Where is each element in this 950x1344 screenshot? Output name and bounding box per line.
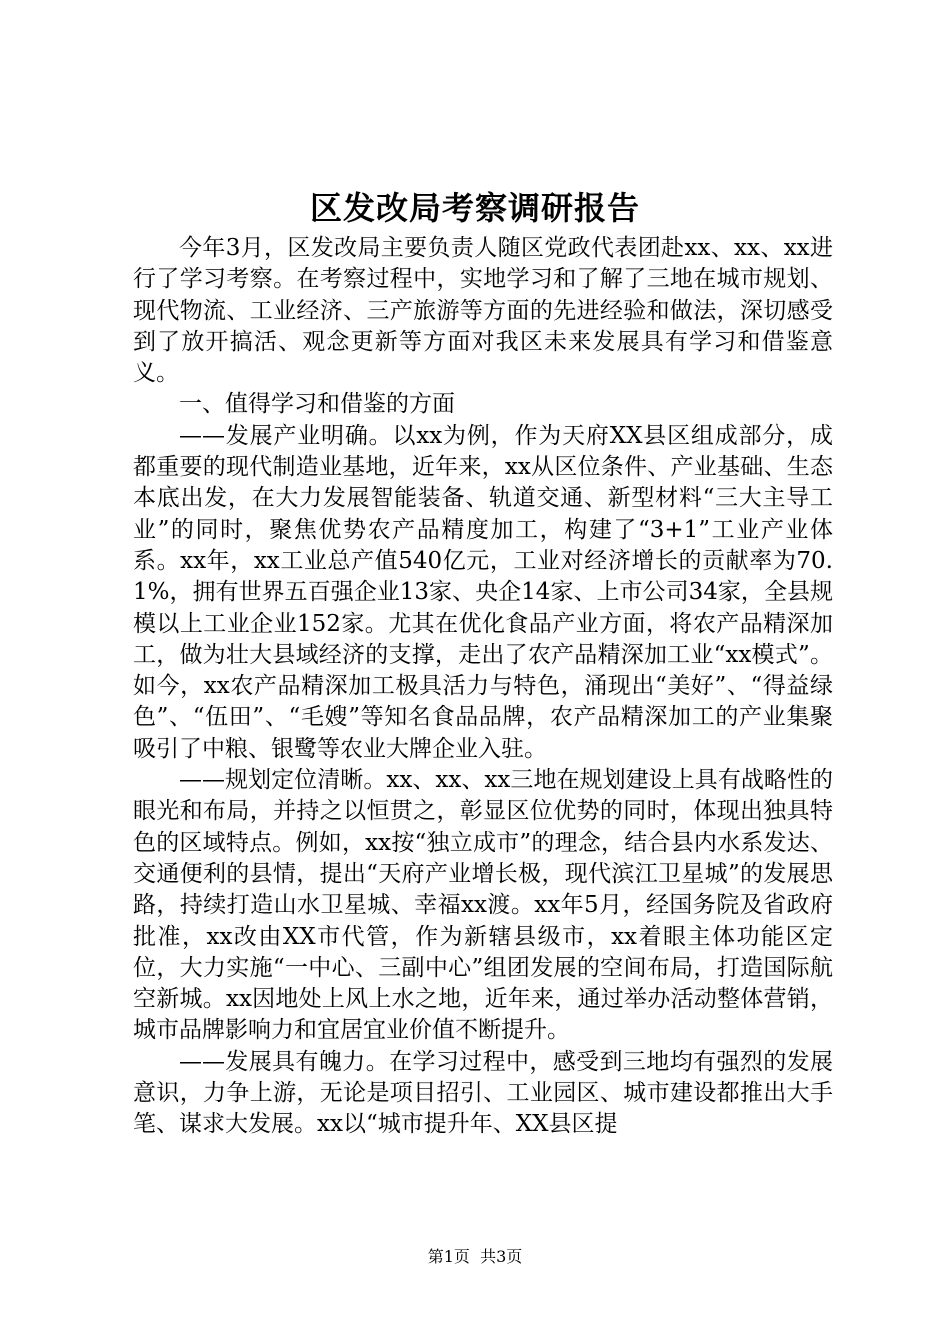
document-body — [133, 233, 833, 1141]
paragraph-intro: 今年3月，区发改局主要负责人随区党政代表团赴xx、xx、xx进行了学习考察。在考察过程中，实地学习和了解了三地在城市规划、现代物流、工业经济、三产旅游等方面的先进经验和做法，深切感受到了放开搞活、观念更新等方面对我区未来发展具有学习和借鉴意义。 — [133, 235, 833, 387]
paragraph-development: ——发展具有魄力。在学习过程中，感受到三地均有强烈的发展意识，力争上游，无论是项目招引、工业园区、城市建设都推出大手笔、谋求大发展。xx以“城市提升年、XX县区提 — [133, 1048, 833, 1138]
page-number: 第1页 — [427, 1247, 470, 1266]
document-title: 区发改局考察调研报告 — [309, 189, 640, 227]
section-heading-1: 一、值得学习和借鉴的方面 — [179, 391, 455, 418]
paragraph-planning: ——规划定位清晰。xx、xx、xx三地在规划建设上具有战略性的眼光和布局，并持之以恒贯之，彰显区位优势的同时，体现出独具特色的区域特点。例如，xx按“独立成市”的理念，结合县内水系发达、交通便利的县情，提出“天府产业增长极，现代滨江卫星城”的发展思路，持续打造山水卫星城、幸福xx渡。xx年5月，经国务院及省政府批准，xx改由XX市代管，作为新辖县级市，xx着眼主体功能区定位，大力实施“一中心、三副中心”组团发展的空间布局，打造国际航空新城。xx因地处上风上水之地，近年来，通过举办活动整体营销，城市品牌影响力和宜居宜业价值不断提升。 — [133, 767, 833, 1044]
page-footer — [0, 1245, 950, 1269]
page-total: 共3页 — [480, 1247, 523, 1266]
footer-separator — [470, 1247, 480, 1266]
paragraph-industry: ——发展产业明确。以xx为例，作为天府XX县区组成部分，成都重要的现代制造业基地，近年来，xx从区位条件、产业基础、生态本底出发，在大力发展智能装备、轨道交通、新型材料“三大主导工业”的同时，聚焦优势农产品精度加工，构建了“3+1”工业产业体系。xx年，xx工业总产值540亿元，工业对经济增长的贡献率为70.1%，拥有世界五百强企业13家、央企14家、上市公司34家，全县规模以上工业企业152家。尤其在优化食品产业方面，将农产品精深加工，做为壮大县域经济的支撑，走出了农产品精深加工业“xx模式”。如今，xx农产品精深加工极具活力与特色，涌现出“美好”、“得益绿色”、“伍田”、“毛嫂”等知名食品品牌，农产品精深加工的产业集聚吸引了中粮、银鹭等农业大牌企业入驻。 — [133, 422, 833, 762]
